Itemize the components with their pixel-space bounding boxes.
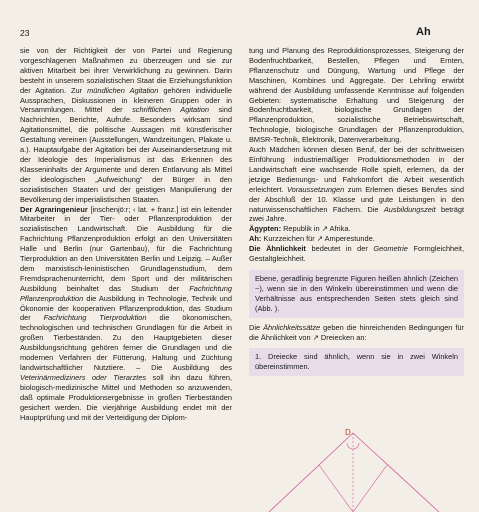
training-paragraph: tung und Planung des Reproduktionsprozesses, Steigerung der Bodenfruchtbarkeit, Bestellen, Pflegen und Ernten, Pflanzenschutz und Düngung, Wartung und Pflege der Maschinen, Kombines und Aggregate. Der Lehrling erwirbt während der Ausbildung umfassende Kenntnisse auf folgenden Gebieten: systematische Erhaltung und Steigerung der Bodenfruchtbarkeit, biologische Grundlagen der Pflanzenproduktion, sozialistische Betriebswirtschaft, Technologie, biologische Grundlagen der Pflanzenproduktion, BMSR-Technik, Elektronik, Datenverarbeitung. xyxy=(249,46,464,145)
triangle-edge xyxy=(319,465,353,512)
girls-paragraph: Auch Mädchen können diesen Beruf, der bei der schrittweisen Einführung industriemäßiger Produktionsmethoden in der Landwirtschaft eine wachsende Rolle spielt, erlernen, da der jetzige Bedienungs- und Fahrkomfort die Arbeit wesentlich erleichtert. Voraussetzungen zum Erlernen dieses Berufes sind der Abschluß der 10. Klasse und gute Leistungen in den naturwissenschaftlichen Fächern. Die Ausbildungszeit beträgt zwei Jahre. xyxy=(249,145,464,224)
triangle-edge xyxy=(353,465,387,512)
theorem-1-box: 1. Dreiecke sind ähnlich, wenn sie in zwei Winkeln übereinstimmen. xyxy=(249,348,464,376)
figure-label-d: D xyxy=(345,428,351,437)
similarity-theorems-paragraph: Die Ähnlichkeitssätze geben die hinreichenden Bedingungen für die Ähnlichkeit von ↗ Dreiecken an: xyxy=(249,322,464,342)
ah-entry: Ah: Kurzzeichen für ↗ Amperestunde. xyxy=(249,234,375,244)
agitation-paragraph: sie von der Richtigkeit der von Partei und Regierung vorgeschlagenen Maßnahmen zu überzeugen und sie zur aktiven Mitarbeit bei ihrer Verwirklichung zu gewinnen. Darin besteht in unserem sozialistischen Staat die Erziehungsfunktion der Agitation. Zur mündlichen Agitation gehören individuelle Aussprachen, Diskussionen in kleineren Gruppen oder in Versammlungen. Mittel der schriftlichen Agitation sind Nachrichten, Berichte, Aufrufe. Besonders wirksam sind Agitationsmittel, die politische Aussagen mit künstlerischer Gestaltung vereinen (Ausstellungen, Wandzeitungen, Plakate u. a.). Hauptaufgabe der Agitation bei der Auseinandersetzung mit der Ideologie des Imperialismus ist das Erkennen des Klasseninhalts der Argumente und deren Entlarvung als Mittel der ideologischen „Aufweichung“ der Bürger in den sozialistischen Staaten und der geistigen Manipulierung der Bevölkerung der imperialistischen Staaten. xyxy=(20,46,233,204)
agraringenieur-entry: Der Agraringenieur [inscheni̯ö:r; ‹ lat. + franz.] ist ein leitender Mitarbeiter in der Tier- oder Pflanzenproduktion der sozialistischen Landwirtschaft. Die Ausbildung für die Fachrichtung Pflanzenproduktion erfolgt an den Universitäten Halle und Berlin (nur Gartenbau), für die Fachrichtung Tierproduktion an den Universitäten Berlin und Leipzig. – Außer dem marxistisch-leninistischen Grundlagenstudium, dem Fremdsprachenunterricht, dem Sport und der militärischen Ausbildung beinhaltet das Studium der Fachrichtung Pflanzenproduktion die Ausbildung in Technologie, Technik und Ökonomie der kooperativen Pflanzenproduktion, das Studium der Fachrichtung Tierproduktion die ökonomischen, technologischen und technischen Grundlagen für die Arbeit in großen Tierbeständen. Zu den Hauptgebieten dieser Ausbildungsrichtung gehören ferner die Grundlagen und die modernen Verfahren der Fütterung, Haltung und Züchtung landwirtschaftlicher Nutztiere. – Die Ausbildung des Veterinärmediziners oder Tierarztes soll ihn dazu führen, biologisch-medizinische Mittel und Methoden so anzuwenden, daß optimale Produktionsergebnisse in großen Tierbeständen gesichert werden. Die vierjährige Ausbildung endet mit der Hauptprüfung und mit der Verteidigung der Diplom- xyxy=(20,204,232,422)
left-column xyxy=(20,46,232,422)
aehnlichkeit-entry: Die Ähnlichkeit bedeutet in der Geometrie Formgleichheit, Gestaltgleichheit. xyxy=(249,244,465,264)
page-number: 23 xyxy=(20,28,30,38)
triangle-edge xyxy=(353,433,439,512)
aegypten-entry: Ägypten: Republik in ↗ Afrika. xyxy=(249,224,351,234)
triangle-edge xyxy=(269,433,353,512)
entry-term: Der Agraringenieur xyxy=(20,204,88,214)
triangle-figure xyxy=(249,425,464,512)
right-column xyxy=(249,46,464,376)
running-header: Ah xyxy=(416,26,431,38)
definition-box: Ebene, geradlinig begrenzte Figuren heißen ähnlich (Zeichen ~), wenn sie in den Winkeln übereinstimmen und wenn die Verhältnisse aus entsprechenden Seiten stets gleich sind (Abb. ). xyxy=(249,270,464,318)
